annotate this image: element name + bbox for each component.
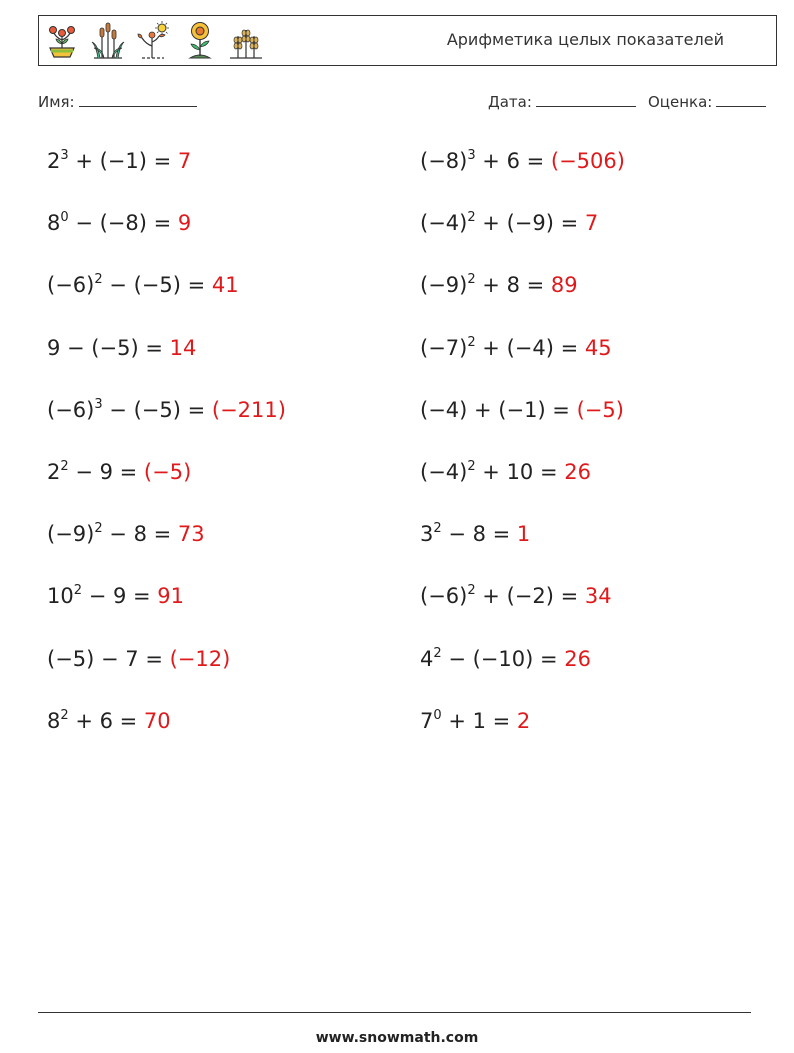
problem-base: (−4) [420, 460, 468, 484]
name-label: Имя: [38, 93, 75, 111]
problem-base: (−9) [47, 522, 95, 547]
problem-exponent: 0 [60, 210, 69, 226]
problem-answer: 73 [177, 522, 205, 547]
problem-item [420, 397, 624, 423]
problem-base: (−8) [420, 149, 468, 173]
problem-rest: − (−5) = [102, 397, 212, 422]
problem-item [47, 210, 191, 236]
wheat-icon [228, 20, 264, 62]
problem-rest: + 6 = [475, 149, 551, 173]
problem-item [420, 646, 591, 672]
problem-answer: (−506) [550, 149, 625, 173]
footer-url: www.snowmath.com [315, 1030, 479, 1046]
header-icons [44, 20, 264, 62]
problem-item [420, 272, 578, 298]
problem-item [47, 583, 184, 609]
potted-flower-icon [44, 20, 80, 62]
problem-base: 7 [420, 708, 434, 733]
problem-exponent: 2 [433, 521, 442, 537]
problem-exponent: 2 [60, 459, 69, 474]
problem-base: (−7) [420, 335, 468, 360]
problem-exponent: 2 [467, 272, 476, 288]
problem-base: 8 [47, 708, 61, 733]
name-line[interactable] [79, 93, 197, 107]
problem-rest: + (−9) = [475, 211, 585, 236]
problem-answer: 70 [143, 708, 171, 733]
problem-rest: + (−4) = [475, 335, 585, 360]
sunflower-icon [182, 20, 218, 62]
problem-exponent: 2 [467, 583, 476, 599]
grade-line[interactable] [716, 93, 766, 107]
reeds-icon [90, 20, 126, 62]
problem-item [420, 583, 612, 609]
problem-rest: − (−5) = [102, 273, 212, 298]
problem-rest: + 10 = [475, 460, 565, 484]
grade-field[interactable] [648, 93, 766, 111]
date-field[interactable] [488, 93, 636, 111]
problem-answer: 41 [211, 273, 239, 298]
date-line[interactable] [536, 93, 636, 107]
problem-item [47, 459, 191, 485]
problem-exponent: 3 [467, 148, 476, 163]
problem-exponent: 2 [73, 583, 83, 599]
problem-exponent: 2 [60, 707, 69, 723]
problem-answer: 2 [516, 708, 531, 733]
problem-answer: (−211) [211, 397, 286, 422]
problem-item [47, 397, 286, 423]
problem-base: (−4) + (−1) = [420, 397, 577, 422]
problem-base: 2 [47, 149, 61, 173]
problem-answer: 7 [584, 211, 599, 236]
problem-item [47, 708, 171, 734]
problem-rest: + 8 = [475, 273, 551, 298]
problem-base: (−9) [420, 273, 468, 298]
worksheet-header [38, 15, 777, 66]
problem-answer: 91 [157, 584, 185, 609]
problem-item [420, 708, 530, 734]
problem-exponent: 2 [467, 334, 476, 350]
problem-item [47, 148, 191, 174]
problem-base: (−6) [47, 397, 95, 422]
problem-exponent: 2 [433, 645, 442, 661]
problem-base: (−4) [420, 211, 468, 236]
problem-base: 2 [47, 460, 61, 484]
problem-answer: 45 [584, 335, 612, 360]
problem-exponent: 2 [94, 521, 103, 537]
problem-rest: + 1 = [441, 708, 517, 733]
problem-item [47, 521, 205, 547]
problem-rest: − (−10) = [441, 646, 565, 671]
footer-divider [38, 1012, 751, 1013]
problem-rest: + 6 = [68, 708, 144, 733]
grade-label: Оценка: [648, 93, 713, 111]
problem-exponent: 3 [60, 148, 69, 163]
name-field[interactable] [38, 93, 197, 111]
problem-answer: (−5) [143, 460, 192, 484]
problem-answer: 7 [177, 149, 192, 173]
problem-rest: + (−2) = [475, 584, 585, 609]
problem-base: (−6) [420, 584, 468, 609]
problem-answer: (−5) [576, 397, 624, 422]
problem-answer: 1 [516, 522, 531, 547]
problem-exponent: 3 [94, 396, 103, 412]
problem-base: (−5) − 7 = [47, 646, 170, 671]
problem-item [420, 335, 612, 361]
problem-item [420, 210, 598, 236]
problem-rest: − 9 = [68, 460, 144, 484]
problem-base: 10 [47, 584, 74, 609]
problem-item [420, 459, 591, 485]
problem-base: 9 − (−5) = [47, 335, 170, 360]
problem-exponent: 2 [467, 210, 476, 226]
problem-exponent: 2 [94, 272, 103, 288]
problem-answer: 14 [169, 335, 197, 360]
date-label: Дата: [488, 93, 532, 111]
problem-answer: 9 [177, 211, 192, 236]
problem-rest: − 8 = [102, 522, 178, 547]
problem-rest: + (−1) = [68, 149, 178, 173]
problem-item [420, 521, 530, 547]
problem-rest: − (−8) = [68, 211, 178, 236]
problem-item [47, 272, 239, 298]
problem-base: 3 [420, 522, 434, 547]
problem-answer: 89 [550, 273, 578, 298]
problem-rest: − 8 = [441, 522, 517, 547]
problem-answer: 34 [584, 584, 612, 609]
problem-answer: 26 [564, 646, 591, 671]
sunny-sprout-icon [136, 20, 172, 62]
problem-answer: 26 [564, 460, 591, 484]
problem-exponent: 2 [467, 459, 476, 474]
worksheet-title: Арифметика целых показателей [446, 30, 724, 49]
problem-item [47, 335, 196, 361]
problem-base: (−6) [47, 273, 95, 298]
problem-item [420, 148, 625, 174]
problem-base: 4 [420, 646, 434, 671]
problem-exponent: 0 [433, 707, 442, 723]
problem-item [47, 646, 230, 672]
problem-base: 8 [47, 211, 61, 236]
problem-answer: (−12) [169, 646, 231, 671]
problem-rest: − 9 = [82, 584, 158, 609]
